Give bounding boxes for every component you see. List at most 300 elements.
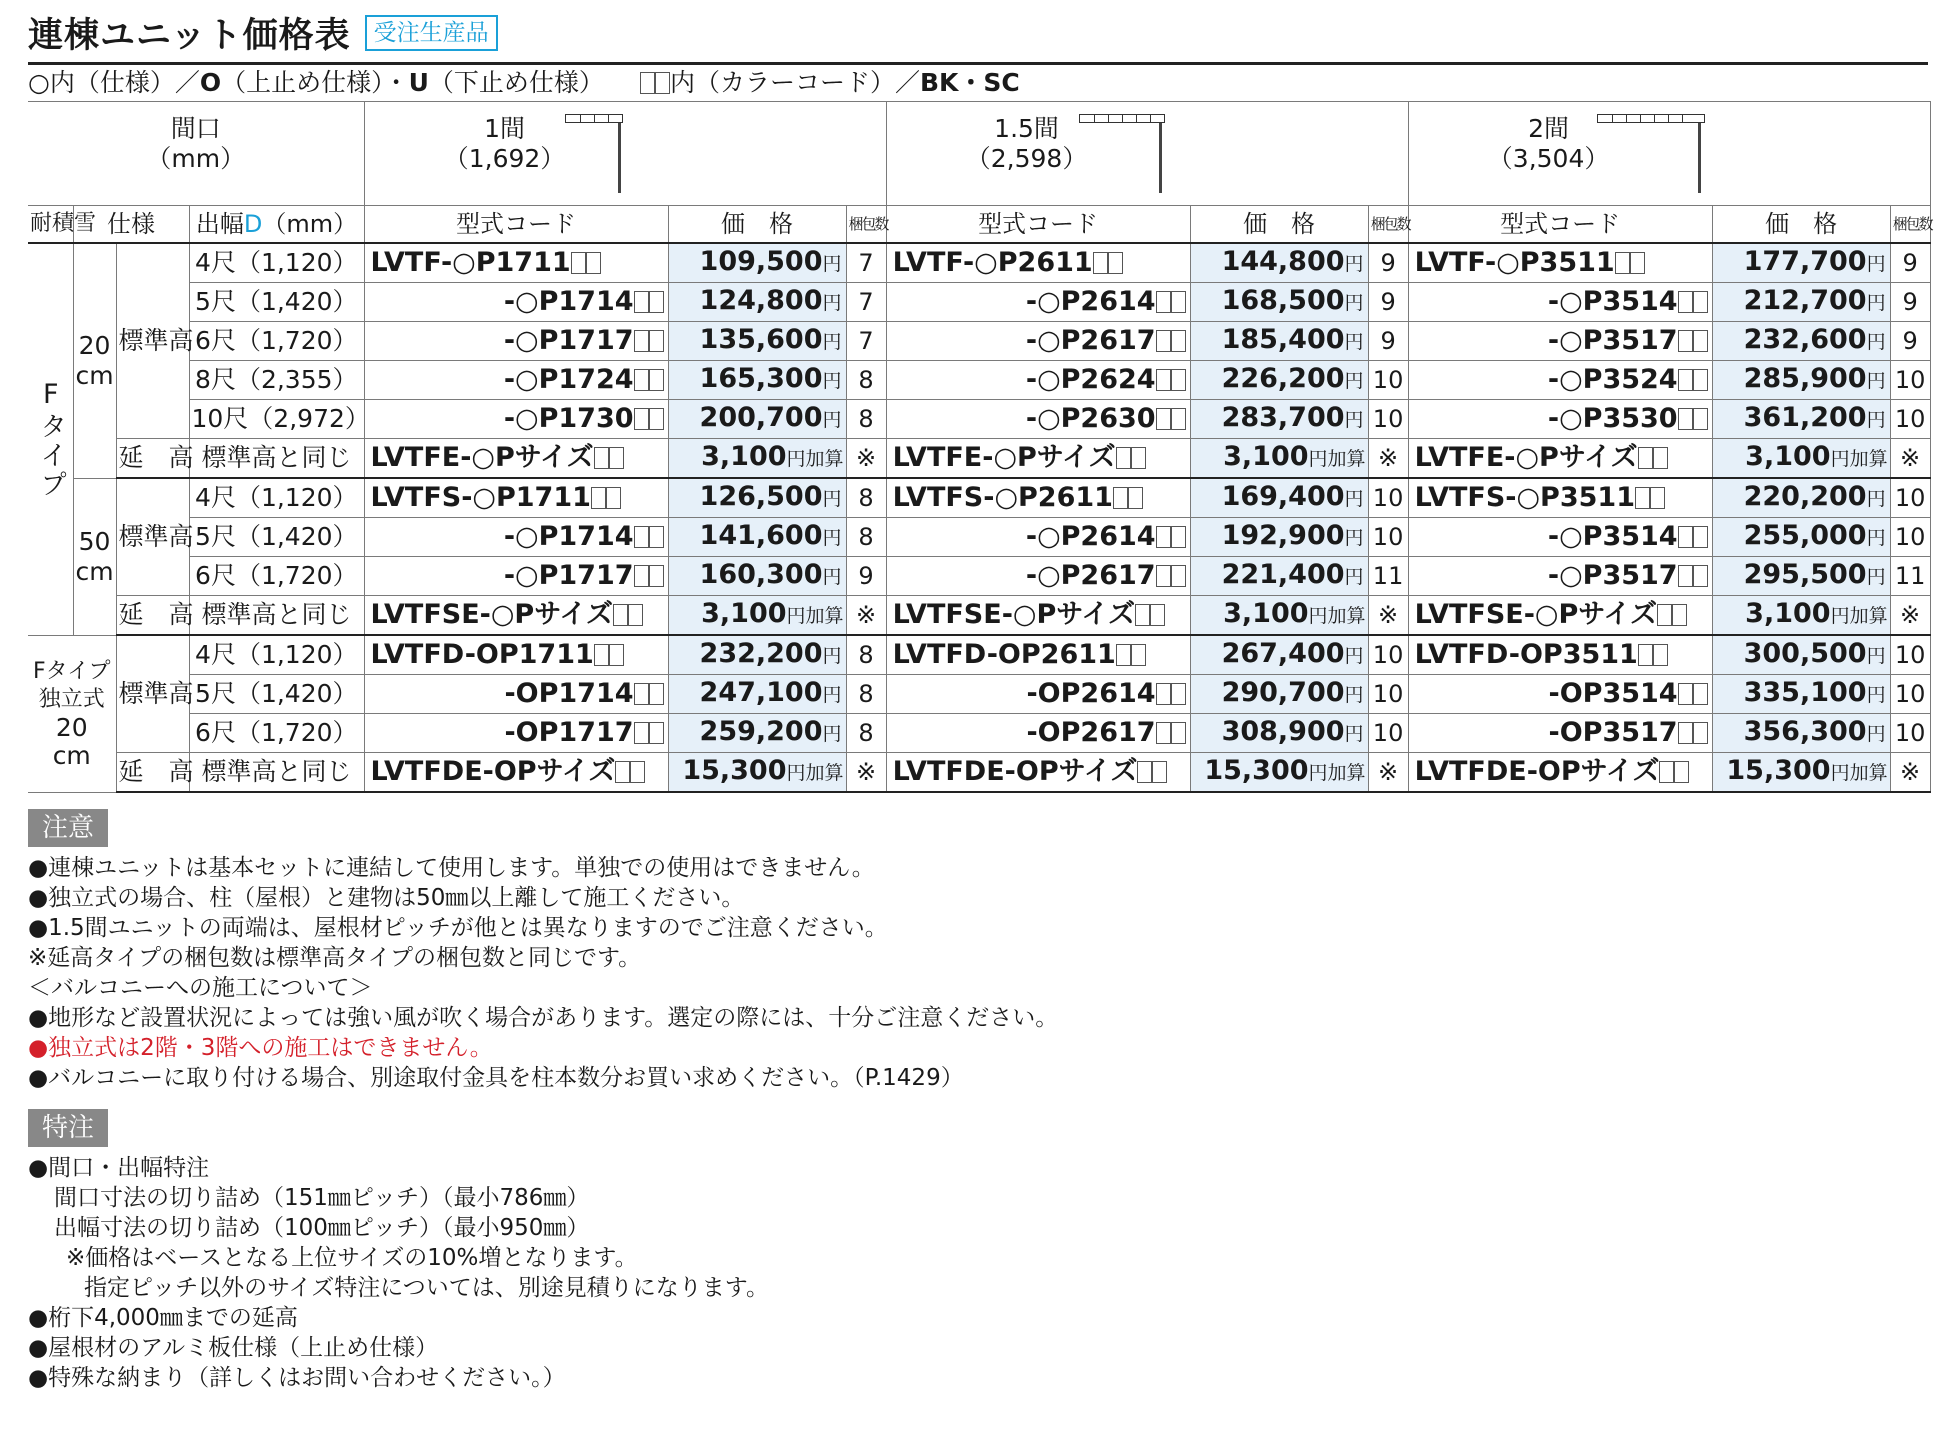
package-count: 10 [1890, 635, 1930, 675]
color-box-icon [649, 369, 664, 391]
model-code [364, 439, 668, 479]
span-2 [1408, 102, 1930, 206]
price-unit: 円 [1866, 645, 1886, 667]
price-value: 3,100 [1223, 441, 1309, 472]
post-icon [1159, 123, 1162, 193]
type-cell [28, 243, 73, 635]
model-code-text: -OP1714 [504, 678, 634, 709]
color-box-icon [594, 447, 609, 469]
color-box-icon [1678, 408, 1693, 430]
model-code-text: -○P1717 [503, 325, 634, 356]
table-row [28, 596, 1930, 636]
price-value: 226,200 [1221, 363, 1345, 394]
price-value: 185,400 [1221, 324, 1345, 355]
price-value: 295,500 [1743, 559, 1867, 590]
color-box-icon [649, 330, 664, 352]
spec-label: 標準高 [118, 522, 194, 551]
price-unit: 円 [1866, 488, 1886, 510]
model-code-text: -○P3517 [1547, 325, 1678, 356]
spec-cell [116, 596, 194, 636]
package-count: ※ [1368, 439, 1408, 479]
table-row [28, 361, 1930, 400]
price-value: 255,000 [1743, 520, 1867, 551]
color-box-icon [634, 565, 649, 587]
depth-label: 標準高と同じ [201, 443, 352, 472]
color-box-icon [634, 369, 649, 391]
color-box-icon [1093, 252, 1108, 274]
price-unit: 円 [1344, 292, 1364, 314]
color-box-icon [609, 644, 624, 666]
model-code-text: LVTFSE-○Pサイズ [892, 599, 1136, 630]
made-to-order-badge: 受注生産品 [365, 15, 498, 51]
package-count: 10 [1890, 518, 1930, 557]
model-code [886, 596, 1190, 636]
price-cell [668, 635, 846, 675]
color-box-icon [634, 408, 649, 430]
price-unit: 円加算 [1830, 762, 1888, 784]
color-box-icon [634, 722, 649, 744]
package-count: ※ [1368, 753, 1408, 793]
model-code-text: -○P3530 [1547, 403, 1678, 434]
color-box-icon [1693, 369, 1708, 391]
special-item: 出幅寸法の切り詰め（100㎜ピッチ）（最小950㎜） [54, 1215, 590, 1241]
model-code [886, 675, 1190, 714]
color-box-icon [1635, 487, 1650, 509]
color-box-icon [1108, 252, 1123, 274]
price-table [28, 101, 1931, 793]
package-count: 9 [846, 557, 886, 596]
special-item: ●桁下4,000㎜までの延高 [28, 1305, 298, 1331]
package-count: 10 [1890, 361, 1930, 400]
package-count: 9 [1890, 322, 1930, 361]
price-unit: 円 [1866, 566, 1886, 588]
model-code [886, 753, 1190, 793]
package-count: 8 [846, 400, 886, 439]
note-item: ●独立式の場合、柱（屋根）と建物は50㎜以上離して施工ください。 [28, 885, 745, 911]
code-header: 型式コード [886, 206, 1190, 244]
price-value: 3,100 [1745, 598, 1831, 629]
color-box-icon [1659, 761, 1674, 783]
color-box-icon [1150, 604, 1165, 626]
legend-o: O [199, 68, 222, 97]
color-box-icon [1678, 565, 1693, 587]
legend-top: （上止め仕様）・ [221, 68, 409, 97]
price-unit: 円 [1344, 645, 1364, 667]
depth-header [189, 206, 364, 244]
color-box-icon [1131, 447, 1146, 469]
model-code-text: -○P2614 [1025, 521, 1156, 552]
depth-cell: 4尺（1,120） [189, 478, 364, 518]
snow-value: 20 [78, 330, 111, 360]
model-code-text: -○P1724 [503, 364, 634, 395]
price-unit: 円 [1344, 684, 1364, 706]
snow-unit: cm [75, 556, 114, 586]
model-code [1408, 753, 1712, 793]
package-count: 10 [1890, 714, 1930, 753]
package-count: 8 [846, 361, 886, 400]
package-count: 11 [1368, 557, 1408, 596]
color-box-icon [1678, 291, 1693, 313]
price-value: 3,100 [1745, 441, 1831, 472]
model-code [1408, 283, 1712, 322]
model-code [364, 518, 668, 557]
model-code [364, 557, 668, 596]
color-box-icon [1693, 291, 1708, 313]
legend-u: U [408, 68, 429, 97]
model-code-text: -OP2614 [1026, 678, 1156, 709]
color-box-icon [1116, 447, 1131, 469]
span-size: （1,692） [443, 144, 566, 173]
price-unit: 円 [1344, 723, 1364, 745]
price-value: 165,300 [699, 363, 823, 394]
color-box-icon [1693, 408, 1708, 430]
model-code-text: LVTFDE-OPサイズ [370, 756, 616, 787]
price-cell [1190, 557, 1368, 596]
price-value: 192,900 [1221, 520, 1345, 551]
color-box-icon [1156, 526, 1171, 548]
model-code-text: -○P2630 [1025, 403, 1156, 434]
color-box-icon [1630, 252, 1645, 274]
package-count: 10 [1368, 361, 1408, 400]
depth-cell [189, 753, 364, 793]
color-box-icon [1137, 761, 1152, 783]
model-code-text: LVTFDE-OPサイズ [892, 756, 1138, 787]
notes-heading: 注意 [28, 809, 108, 847]
depth-label: 出幅 [195, 210, 244, 238]
color-box-icon [1693, 565, 1708, 587]
price-cell [1190, 439, 1368, 479]
price-unit: 円加算 [1308, 448, 1366, 470]
price-cell [1712, 675, 1890, 714]
table-row [28, 243, 1930, 283]
post-icon [618, 123, 621, 193]
depth-cell: 5尺（1,420） [189, 675, 364, 714]
price-cell [668, 753, 846, 793]
color-box-icon [1128, 487, 1143, 509]
color-box-icon [1674, 761, 1689, 783]
table-row [28, 518, 1930, 557]
price-unit: 円 [822, 292, 842, 314]
color-box-icon [1171, 722, 1186, 744]
price-value: 335,100 [1743, 677, 1867, 708]
price-unit: 円 [1866, 527, 1886, 549]
price-unit: 円 [822, 370, 842, 392]
model-code [886, 714, 1190, 753]
model-code [886, 283, 1190, 322]
color-box-icon [1156, 291, 1171, 313]
price-cell [1712, 714, 1890, 753]
price-cell [668, 596, 846, 636]
price-cell [1190, 675, 1368, 714]
price-cell [1190, 322, 1368, 361]
depth-cell: 4尺（1,120） [189, 635, 364, 675]
model-code-text: -○P2617 [1025, 325, 1156, 356]
package-count: 9 [1368, 243, 1408, 283]
model-code [1408, 714, 1712, 753]
table-row [28, 557, 1930, 596]
spec-cell [116, 439, 194, 479]
model-code [364, 675, 668, 714]
span-size: （3,504） [1487, 144, 1610, 173]
color-box-icon [615, 761, 630, 783]
note-item: ※延高タイプの梱包数は標準高タイプの梱包数と同じです。 [28, 945, 642, 971]
price-value: 290,700 [1221, 677, 1345, 708]
legend-spec: ○内（仕様）／ [28, 68, 200, 97]
depth-cell: 6尺（1,720） [189, 322, 364, 361]
color-box-icon [1615, 252, 1630, 274]
package-count: ※ [1890, 753, 1930, 793]
color-box-icon [1171, 330, 1186, 352]
color-box-icon [649, 408, 664, 430]
model-code [364, 635, 668, 675]
price-unit: 円加算 [1830, 448, 1888, 470]
color-box-icon [1672, 604, 1687, 626]
price-value: 169,400 [1221, 481, 1345, 512]
legend-bottom: （下止め仕様） [428, 68, 604, 97]
price-value: 15,300 [1204, 755, 1309, 786]
spec-cell [116, 635, 194, 753]
color-box-icon [1135, 604, 1150, 626]
color-box-icon [1638, 644, 1653, 666]
depth-cell: 4尺（1,120） [189, 243, 364, 283]
price-value: 285,900 [1743, 363, 1867, 394]
package-count: 10 [1890, 675, 1930, 714]
depth-cell: 5尺（1,420） [189, 283, 364, 322]
model-code-text: -○P1717 [503, 560, 634, 591]
price-cell [1712, 635, 1890, 675]
model-code-text: LVTF-○P3511 [1414, 247, 1615, 278]
special-item: 指定ピッチ以外のサイズ特注については、別途見積りになります。 [84, 1275, 769, 1301]
price-unit: 円加算 [1830, 605, 1888, 627]
price-cell [1190, 283, 1368, 322]
model-code-text: -○P2617 [1025, 560, 1156, 591]
color-box-icon [609, 447, 624, 469]
model-code-text: LVTFS-○P2611 [892, 482, 1113, 513]
color-box-icon [1116, 644, 1131, 666]
price-unit: 円加算 [1308, 762, 1366, 784]
model-code [364, 478, 668, 518]
color-box-icon [649, 526, 664, 548]
color-box-icon [1693, 722, 1708, 744]
price-unit: 円 [1866, 253, 1886, 275]
price-value: 168,500 [1221, 285, 1345, 316]
package-count: 10 [1368, 400, 1408, 439]
package-count: 7 [846, 243, 886, 283]
price-cell [1712, 400, 1890, 439]
table-row [28, 675, 1930, 714]
depth-label: 標準高と同じ [201, 600, 352, 629]
price-unit: 円加算 [786, 605, 844, 627]
color-box-icon [1156, 408, 1171, 430]
model-code-text: LVTFSE-○Pサイズ [1414, 599, 1658, 630]
price-unit: 円 [1344, 409, 1364, 431]
model-code-text: -○P2614 [1025, 286, 1156, 317]
model-code [364, 283, 668, 322]
model-code-text: LVTFD-OP1711 [370, 639, 594, 670]
price-page [28, 10, 1932, 1393]
model-code [1408, 675, 1712, 714]
color-box-icon [634, 330, 649, 352]
snow-unit: cm [75, 360, 114, 390]
type-label: 独立式 [38, 686, 105, 712]
table-row [28, 753, 1930, 793]
model-code-text: -○P2624 [1025, 364, 1156, 395]
package-count: 9 [1890, 283, 1930, 322]
special-item: ●屋根材のアルミ板仕様（上止め仕様） [28, 1335, 439, 1361]
snow-header: 耐積雪 [28, 206, 73, 244]
model-code-text: LVTF-○P1711 [370, 247, 571, 278]
table-row [28, 439, 1930, 479]
depth-cell: 6尺（1,720） [189, 714, 364, 753]
note-item: ●バルコニーに取り付ける場合、別途取付金具を柱本数分お買い求めください。（P.1429） [28, 1065, 964, 1091]
package-count: ※ [846, 596, 886, 636]
color-box-icon [1638, 447, 1653, 469]
package-count: 10 [1368, 518, 1408, 557]
color-box-icon [1156, 330, 1171, 352]
price-header: 価 格 [1712, 206, 1890, 244]
column-header-row [28, 206, 1930, 244]
package-count: 11 [1890, 557, 1930, 596]
price-unit: 円 [822, 645, 842, 667]
depth-cell: 6尺（1,720） [189, 557, 364, 596]
model-code-text: LVTF-○P2611 [892, 247, 1093, 278]
package-count: 7 [846, 283, 886, 322]
model-code [1408, 478, 1712, 518]
model-code-text: -○P3524 [1547, 364, 1678, 395]
package-count: 10 [1890, 478, 1930, 518]
price-cell [1190, 753, 1368, 793]
maguchi-unit: （mm） [146, 144, 246, 173]
model-code [1408, 400, 1712, 439]
model-code-text: -○P1714 [503, 286, 634, 317]
type-label: cm [52, 740, 91, 770]
color-box-icon [594, 644, 609, 666]
color-box-icon [571, 252, 586, 274]
table-row [28, 283, 1930, 322]
special-item: ●間口・出幅特注 [28, 1155, 210, 1181]
color-box-icon [1693, 330, 1708, 352]
legend [28, 65, 1928, 101]
package-count: 8 [846, 518, 886, 557]
color-box-icon [634, 683, 649, 705]
price-value: 232,200 [699, 638, 823, 669]
color-box-icon [1171, 291, 1186, 313]
model-code [886, 361, 1190, 400]
span-size: （2,598） [965, 144, 1088, 173]
model-code-text: LVTFSE-○Pサイズ [370, 599, 614, 630]
price-value: 135,600 [699, 324, 823, 355]
price-value: 247,100 [699, 677, 823, 708]
spec-label: 延 高 [118, 600, 194, 629]
model-code [886, 478, 1190, 518]
model-code [1408, 322, 1712, 361]
code-header: 型式コード [1408, 206, 1712, 244]
package-count: 10 [1890, 400, 1930, 439]
price-value: 308,900 [1221, 716, 1345, 747]
price-unit: 円 [822, 409, 842, 431]
package-count: ※ [1890, 596, 1930, 636]
model-code-text: -○P3517 [1547, 560, 1678, 591]
price-unit: 円 [1866, 370, 1886, 392]
color-box-icon [649, 683, 664, 705]
color-box-icon [1653, 644, 1668, 666]
price-unit: 円 [1866, 723, 1886, 745]
spec-cell [116, 478, 194, 596]
price-cell [1190, 361, 1368, 400]
price-cell [1712, 518, 1890, 557]
snow-cell [73, 478, 116, 635]
model-code [1408, 596, 1712, 636]
model-code-text: -○P1730 [503, 403, 634, 434]
special-item: ※価格はベースとなる上位サイズの10%増となります。 [66, 1245, 638, 1271]
depth-cell: 5尺（1,420） [189, 518, 364, 557]
price-cell [1190, 478, 1368, 518]
package-count: 10 [1368, 635, 1408, 675]
type-label: 20 [55, 712, 88, 742]
price-cell [1712, 596, 1890, 636]
model-code-text: LVTFD-OP2611 [892, 639, 1116, 670]
price-header: 価 格 [1190, 206, 1368, 244]
color-box-icon [1693, 683, 1708, 705]
model-code-text: -○P3514 [1547, 286, 1678, 317]
price-value: 15,300 [1726, 755, 1831, 786]
depth-unit: （mm） [262, 210, 358, 238]
package-count: 8 [846, 675, 886, 714]
price-value: 361,200 [1743, 402, 1867, 433]
color-box-icon [1650, 487, 1665, 509]
color-box-icon [655, 72, 670, 94]
model-code-text: LVTFE-○Pサイズ [370, 442, 594, 473]
depth-cell: 8尺（2,355） [189, 361, 364, 400]
span-1 [364, 102, 886, 206]
spec-label: 延 高 [118, 757, 194, 786]
depth-cell [189, 596, 364, 636]
spec-label: 延 高 [118, 443, 194, 472]
color-box-icon [628, 604, 643, 626]
color-box-icon [1678, 369, 1693, 391]
color-box-icon [649, 291, 664, 313]
color-box-icon [1678, 330, 1693, 352]
package-count: 7 [846, 322, 886, 361]
spec-cell [116, 753, 194, 793]
package-count: 8 [846, 478, 886, 518]
price-value: 220,200 [1743, 481, 1867, 512]
package-count: ※ [846, 753, 886, 793]
price-unit: 円 [822, 331, 842, 353]
depth-label: 標準高と同じ [201, 757, 352, 786]
price-cell [1712, 243, 1890, 283]
span-name: 1.5間 [994, 114, 1059, 143]
model-code-text: LVTFDE-OPサイズ [1414, 756, 1660, 787]
price-unit: 円 [822, 527, 842, 549]
price-unit: 円 [1344, 370, 1364, 392]
price-unit: 円 [822, 684, 842, 706]
model-code [886, 518, 1190, 557]
model-code [1408, 243, 1712, 283]
model-code-text: LVTFE-○Pサイズ [1414, 442, 1638, 473]
price-cell [668, 361, 846, 400]
type-label: Fタイプ [32, 658, 111, 684]
price-value: 3,100 [701, 441, 787, 472]
package-count: ※ [1368, 596, 1408, 636]
price-value: 283,700 [1221, 402, 1345, 433]
color-box-icon [649, 565, 664, 587]
color-box-icon [1653, 447, 1668, 469]
package-count: 9 [1368, 322, 1408, 361]
model-code [364, 322, 668, 361]
model-code [886, 557, 1190, 596]
roof-diagram-icon [1597, 114, 1705, 123]
